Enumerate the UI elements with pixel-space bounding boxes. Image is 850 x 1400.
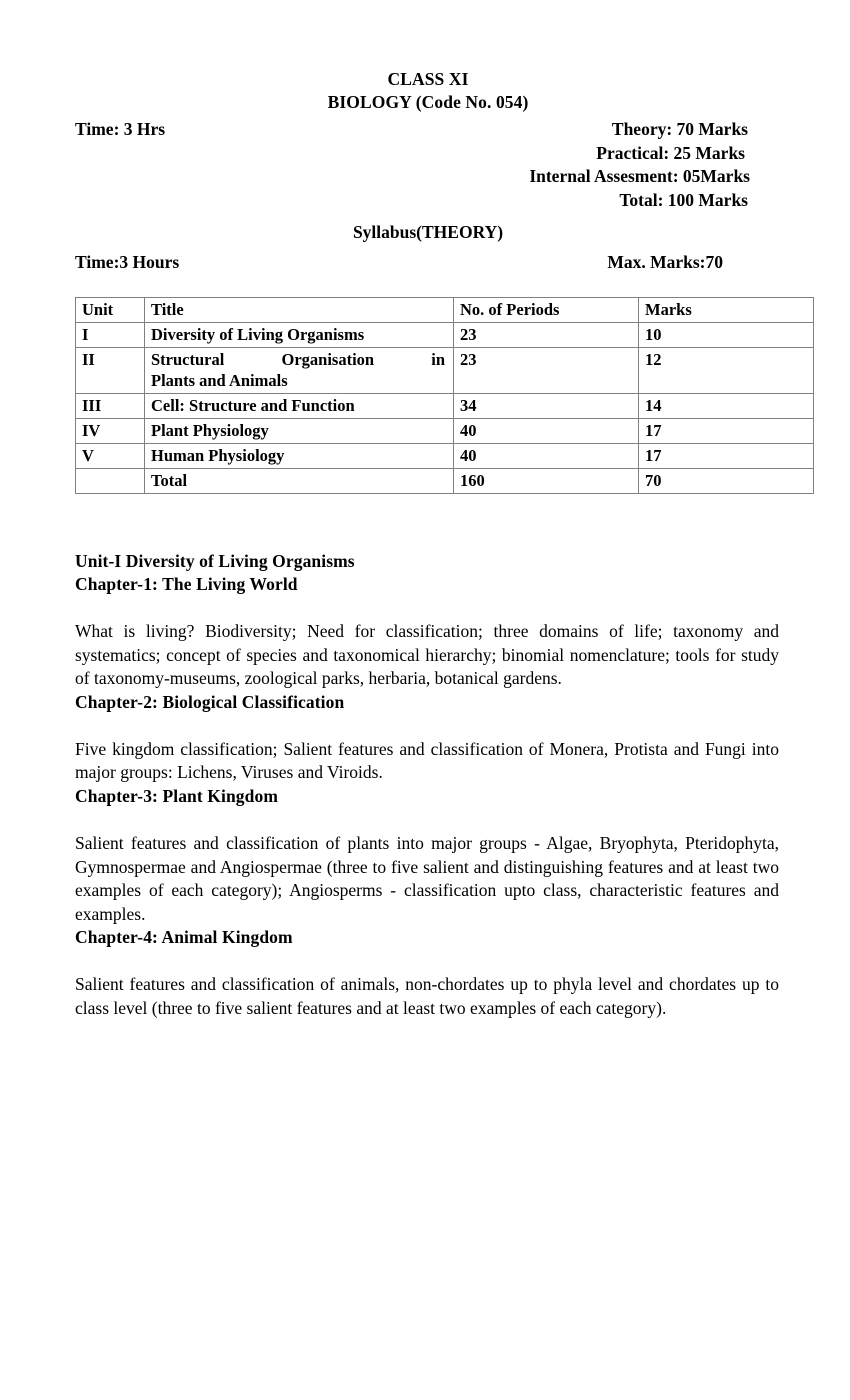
table-row-total <box>76 469 814 494</box>
internal-assessment-label: Internal Assesment: 05Marks <box>529 166 750 186</box>
chapter-heading-2: Chapter-2: Biological Classification <box>75 691 345 712</box>
column-header-title: Title <box>145 298 454 323</box>
chapter-heading-1: Chapter-1: The Living World <box>75 574 298 594</box>
practical-marks-label: Practical: 25 Marks <box>596 142 745 163</box>
cell-periods: 160 <box>454 469 639 494</box>
cell-title: Plant Physiology <box>145 419 454 444</box>
unit-heading: Unit-I Diversity of Living Organisms <box>75 551 355 571</box>
table-row <box>76 348 814 394</box>
max-marks-label: Max. Marks:70 <box>607 251 723 272</box>
cell-unit: III <box>76 394 145 419</box>
cell-marks: 17 <box>639 444 814 469</box>
syllabus-table <box>75 297 814 494</box>
chapter-text-3: Salient features and classification of plants into major groups - Algae, Bryophyta, Pteridophyta, Gymnospermae and Angiospermae (three to five salient and distinguishing features and at least two examples of each category); Angiosperms - classification upto class, characteristic features and examples. <box>75 832 779 924</box>
syllabus-body <box>75 550 781 1021</box>
cell-marks: 70 <box>639 469 814 494</box>
cell-title: Diversity of Living Organisms <box>145 323 454 348</box>
theory-marks-label: Theory: 70 Marks <box>611 119 748 139</box>
cell-unit: IV <box>76 419 145 444</box>
column-header-unit: Unit <box>76 298 145 323</box>
syllabus-theory-label: Syllabus(THEORY) <box>352 222 504 242</box>
document-header <box>75 68 781 274</box>
cell-periods: 23 <box>454 323 639 348</box>
cell-unit <box>76 469 145 494</box>
total-marks-label: Total: 100 Marks <box>619 189 748 210</box>
cell-unit: II <box>76 348 145 394</box>
cell-title: Human Physiology <box>145 444 454 469</box>
time-hours-label: Time:3 Hours <box>75 251 180 272</box>
cell-title-line-1: Structural Organisation in <box>151 350 445 369</box>
header-row-time-theory <box>75 118 781 142</box>
cell-periods: 40 <box>454 419 639 444</box>
column-header-periods: No. of Periods <box>454 298 639 323</box>
cell-title-line-2: Plants and Animals <box>151 371 288 390</box>
chapter-text-4: Salient features and classification of animals, non-chordates up to phyla level and chordates up to class level (three to five salient features and at least two examples of each category). <box>75 974 779 1018</box>
chapter-heading-3: Chapter-3: Plant Kingdom <box>75 785 279 806</box>
header-row-time-maxmarks <box>75 251 781 275</box>
cell-periods: 23 <box>454 348 639 394</box>
table-row <box>76 323 814 348</box>
cell-title: Total <box>145 469 454 494</box>
table-row <box>76 394 814 419</box>
cell-title <box>145 348 454 394</box>
table-row <box>76 419 814 444</box>
header-row-practical <box>75 142 781 166</box>
column-header-marks: Marks <box>639 298 814 323</box>
chapter-text-2: Five kingdom classification; Salient features and classification of Monera, Protista and Fungi into major groups: Lichens, Viruses and Viroids. <box>75 738 779 783</box>
page-title-class: CLASS XI <box>387 69 469 89</box>
cell-marks: 12 <box>639 348 814 394</box>
chapter-heading-4: Chapter-4: Animal Kingdom <box>75 927 293 948</box>
time-label: Time: 3 Hrs <box>75 119 166 139</box>
cell-title: Cell: Structure and Function <box>145 394 454 419</box>
page-title-subject: BIOLOGY (Code No. 054) <box>327 92 529 112</box>
header-row-internal <box>75 165 781 189</box>
header-row-total <box>75 189 781 213</box>
cell-periods: 40 <box>454 444 639 469</box>
table-row <box>76 444 814 469</box>
cell-marks: 10 <box>639 323 814 348</box>
chapter-text-1: What is living? Biodiversity; Need for classification; three domains of life; taxonomy and systematics; concept of species and taxonomical hierarchy; binomial nomenclature; tools for study of taxonomy-museums, zoological parks, herbaria, botanical gardens. <box>75 621 779 689</box>
cell-periods: 34 <box>454 394 639 419</box>
table-header-row <box>76 298 814 323</box>
cell-unit: V <box>76 444 145 469</box>
cell-unit: I <box>76 323 145 348</box>
document-content <box>75 0 781 1021</box>
cell-marks: 17 <box>639 419 814 444</box>
cell-marks: 14 <box>639 394 814 419</box>
